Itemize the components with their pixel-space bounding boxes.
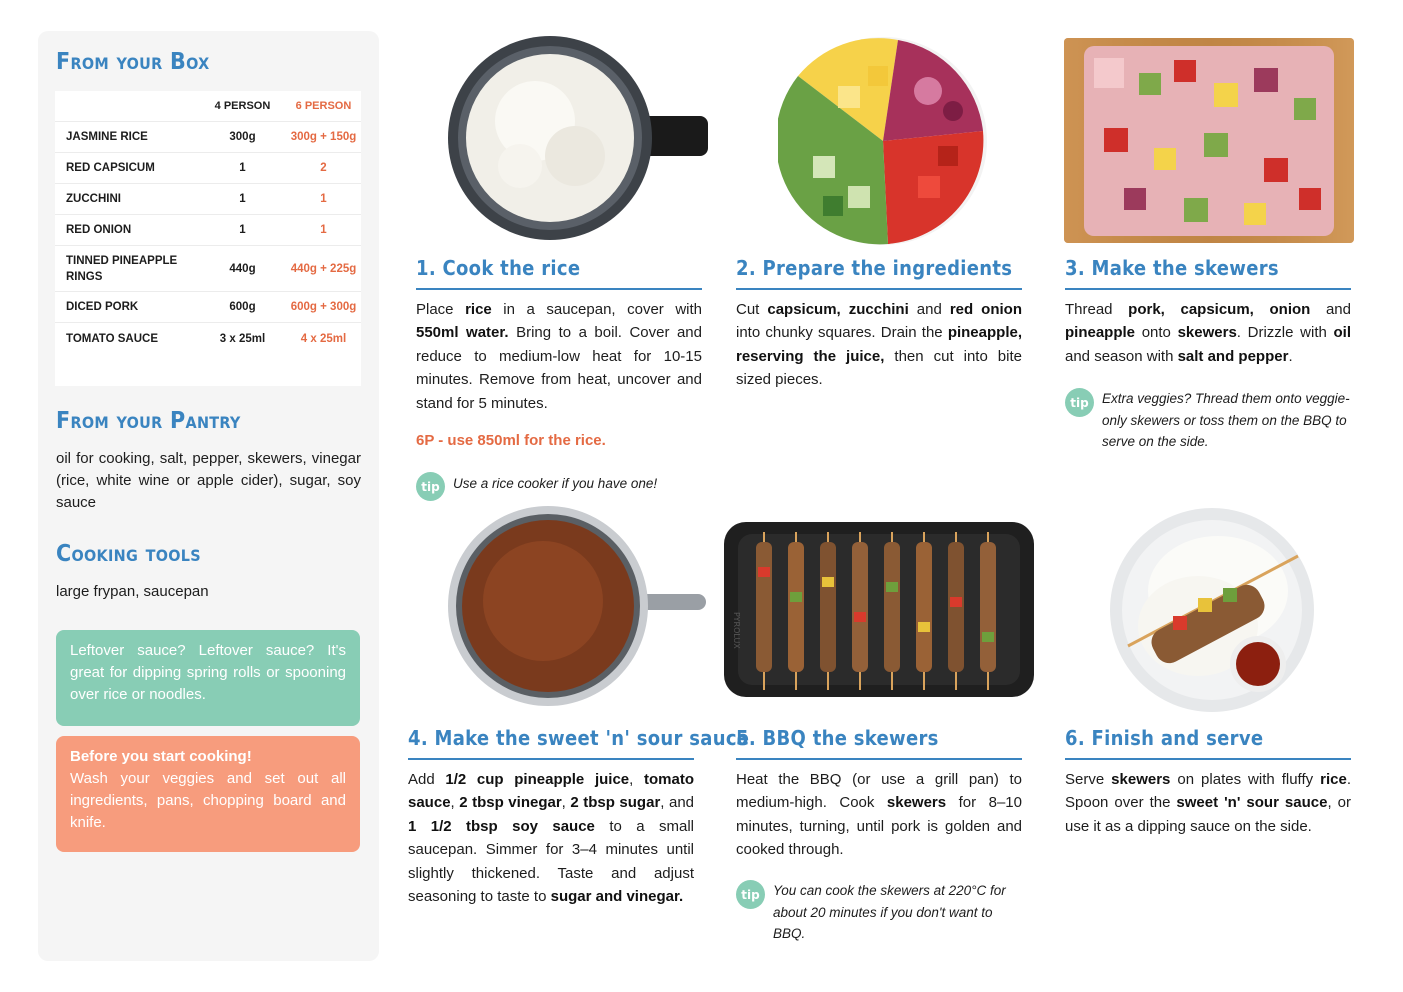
qty-4-person: 300g <box>229 131 256 143</box>
before-you-start-note <box>56 736 360 852</box>
bbq-skewers-photo <box>724 522 1034 697</box>
step-5-tip-text: You can cook the skewers at 220°C for about 20 minutes if you don't want to BBQ. <box>773 883 1006 941</box>
qty-6-person: 300g + 150g <box>290 131 357 143</box>
table-row <box>55 122 361 153</box>
table-header-4-person: 4 PERSON <box>214 100 271 112</box>
from-your-pantry-title: From your Pantry <box>56 408 241 434</box>
step-5-text: Heat the BBQ (or use a grill pan) to medium-high. Cook skewers for 8–10 minutes, turning, until pork is golden and cooked through. <box>736 771 1022 859</box>
qty-6-person: 1 <box>320 193 327 205</box>
step-3-title: 3. Make the skewers <box>1065 256 1351 290</box>
qty-6-person: 1 <box>320 224 327 236</box>
cooking-tools-title: Cooking tools <box>56 541 201 567</box>
table-row <box>55 323 361 354</box>
qty-6-person: 600g + 300g <box>290 301 357 313</box>
tip-badge: tip <box>1065 388 1094 417</box>
step-5-tip <box>736 880 1026 945</box>
step-3-tip-text: Extra veggies? Thread them onto veggie-only skewers or toss them on the BBQ to serve on the side. <box>1102 391 1350 449</box>
rice-saucepan-photo <box>440 36 710 246</box>
cooking-tools-list: large frypan, saucepan <box>56 583 209 600</box>
served-skewers-photo <box>1108 506 1320 714</box>
before-you-start-title: Before you start cooking! <box>70 748 252 765</box>
step-2-title: 2. Prepare the ingredients <box>736 256 1022 290</box>
step-6-title: 6. Finish and serve <box>1065 726 1351 760</box>
raw-skewers-photo <box>1064 38 1354 243</box>
sauce-saucepan-photo <box>448 506 710 712</box>
step-4-title: 4. Make the sweet 'n' sour sauce <box>408 726 694 760</box>
before-you-start-text: Wash your veggies and set out all ingredients, pans, chopping board and knife. <box>70 770 346 831</box>
step-2-text: Cut capsicum, zucchini and red onion into chunky squares. Drain the pineapple, reserving the juice, then cut into bite sized pieces. <box>736 301 1022 389</box>
ingredient-name: ZUCCHINI <box>66 193 121 205</box>
tip-badge: tip <box>416 472 445 501</box>
step-1-text: Place rice in a saucepan, cover with 550ml water. Bring to a boil. Cover and reduce to medium-low heat for 10-15 minutes. Remove from heat, uncover and stand for 5 minutes. <box>416 301 702 412</box>
step-4-text: Add 1/2 cup pineapple juice, tomato sauce, 2 tbsp vinegar, 2 tbsp sugar, and 1 1/2 tbsp soy sauce to a small saucepan. Simmer for 3–4 minutes until slightly thickened. Taste and adjust seasoning to taste to sugar and vinegar. <box>408 771 695 906</box>
qty-4-person: 3 x 25ml <box>219 332 266 345</box>
ingredients-sidebar <box>38 31 379 961</box>
tip-badge: tip <box>736 880 765 909</box>
step-5-title: 5. BBQ the skewers <box>736 726 1022 760</box>
chopped-vegetables-photo <box>778 36 988 246</box>
table-row <box>55 215 361 246</box>
step-1-tip-text: Use a rice cooker if you have one! <box>453 476 658 491</box>
step-3-text: Thread pork, capsicum, onion and pineapple onto skewers. Drizzle with oil and season with salt and pepper. <box>1065 301 1352 365</box>
table-row <box>55 292 361 323</box>
from-your-box-title: From your Box <box>56 49 210 75</box>
ingredient-name: TINNED PINEAPPLE RINGS <box>66 254 178 283</box>
qty-6-person: 4 x 25ml <box>300 332 347 345</box>
ingredient-name: DICED PORK <box>66 301 139 313</box>
leftover-sauce-note: Leftover sauce? Leftover sauce? It's great for dipping spring rolls or spooning over rice or noodles. <box>56 630 360 726</box>
qty-4-person: 1 <box>239 162 246 174</box>
step-1-tip <box>416 472 706 501</box>
grill-brand-text: PYROLUX <box>732 612 741 649</box>
table-row <box>55 153 361 184</box>
table-header-row <box>55 91 361 122</box>
qty-4-person: 1 <box>239 224 246 236</box>
ingredient-name: JASMINE RICE <box>66 131 148 143</box>
step-1-6p-note: 6P - use 850ml for the rice. <box>416 432 606 449</box>
step-1-title: 1. Cook the rice <box>416 256 702 290</box>
qty-6-person: 440g + 225g <box>290 262 357 275</box>
ingredient-name: RED ONION <box>66 224 132 236</box>
table-row <box>55 246 361 292</box>
qty-6-person: 2 <box>320 162 327 174</box>
qty-4-person: 600g <box>229 301 256 313</box>
table-row <box>55 184 361 215</box>
table-header-6-person: 6 PERSON <box>295 100 352 112</box>
qty-4-person: 440g <box>229 262 256 275</box>
step-3-tip <box>1065 388 1355 453</box>
ingredient-name: RED CAPSICUM <box>66 162 155 174</box>
ingredients-table <box>55 91 361 386</box>
pantry-items: oil for cooking, salt, pepper, skewers, vinegar (rice, white wine or apple cider), sugar, soy sauce <box>56 450 361 511</box>
ingredient-name: TOMATO SAUCE <box>66 332 159 345</box>
qty-4-person: 1 <box>239 193 246 205</box>
step-6-text: Serve skewers on plates with fluffy rice. Spoon over the sweet 'n' sour sauce, or use it as a dipping sauce on the side. <box>1065 771 1351 835</box>
